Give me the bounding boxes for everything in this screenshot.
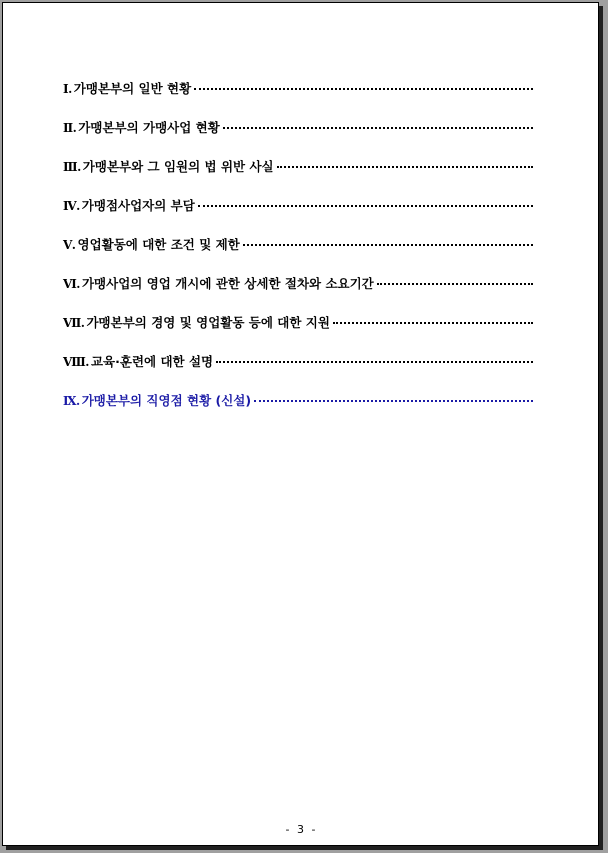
toc-item-5[interactable] [63,235,533,274]
toc-item-2[interactable] [63,118,533,157]
toc-item-title: 영업활동에 대한 조건 및 제한 [77,237,240,252]
toc-item-7[interactable] [63,313,533,352]
toc-dot-leader [194,88,533,90]
toc-item-8[interactable] [63,352,533,391]
toc-item-3[interactable] [63,157,533,196]
page-number: - 3 - [285,823,318,836]
toc-item-number: Ⅰ. [63,82,72,96]
toc-dot-leader [333,322,533,324]
document-page [2,2,599,846]
toc-item-number: Ⅴ. [63,238,76,252]
toc-item-4[interactable] [63,196,533,235]
toc-dot-leader [277,166,533,168]
toc-item-number: Ⅱ. [63,121,77,135]
toc-item-title: 가맹본부의 직영점 현황 (신설) [81,393,252,408]
toc-item-title: 가맹본부와 그 임원의 법 위반 사실 [82,159,274,174]
toc-item-number: Ⅲ. [63,160,81,174]
toc-item-title: 가맹사업의 영업 개시에 관한 상세한 절차와 소요기간 [81,276,374,291]
toc-dot-leader [254,400,533,402]
toc-item-number: Ⅳ. [63,199,80,213]
toc-item-title: 가맹점사업자의 부담 [81,198,195,213]
toc-item-title: 교육·훈련에 대한 설명 [90,354,214,369]
toc-dot-leader [243,244,533,246]
toc-dot-leader [377,283,533,285]
toc-item-number: Ⅶ. [63,316,85,330]
page-shadow-right [599,6,603,850]
toc-item-title: 가맹본부의 경영 및 영업활동 등에 대한 지원 [86,315,330,330]
toc-item-title: 가맹본부의 일반 현황 [73,81,192,96]
toc-item-title: 가맹본부의 가맹사업 현황 [78,120,220,135]
toc-dot-leader [198,205,533,207]
toc-item-1[interactable] [63,79,533,118]
toc-item-number: Ⅸ. [63,394,80,408]
toc-item-number: Ⅷ. [63,355,89,369]
toc-item-6[interactable] [63,274,533,313]
toc-item-9[interactable] [63,391,533,430]
toc-item-number: Ⅵ. [63,277,80,291]
table-of-contents [63,79,533,430]
toc-dot-leader [223,127,533,129]
toc-dot-leader [216,361,533,363]
page-shadow-bottom [6,846,603,850]
